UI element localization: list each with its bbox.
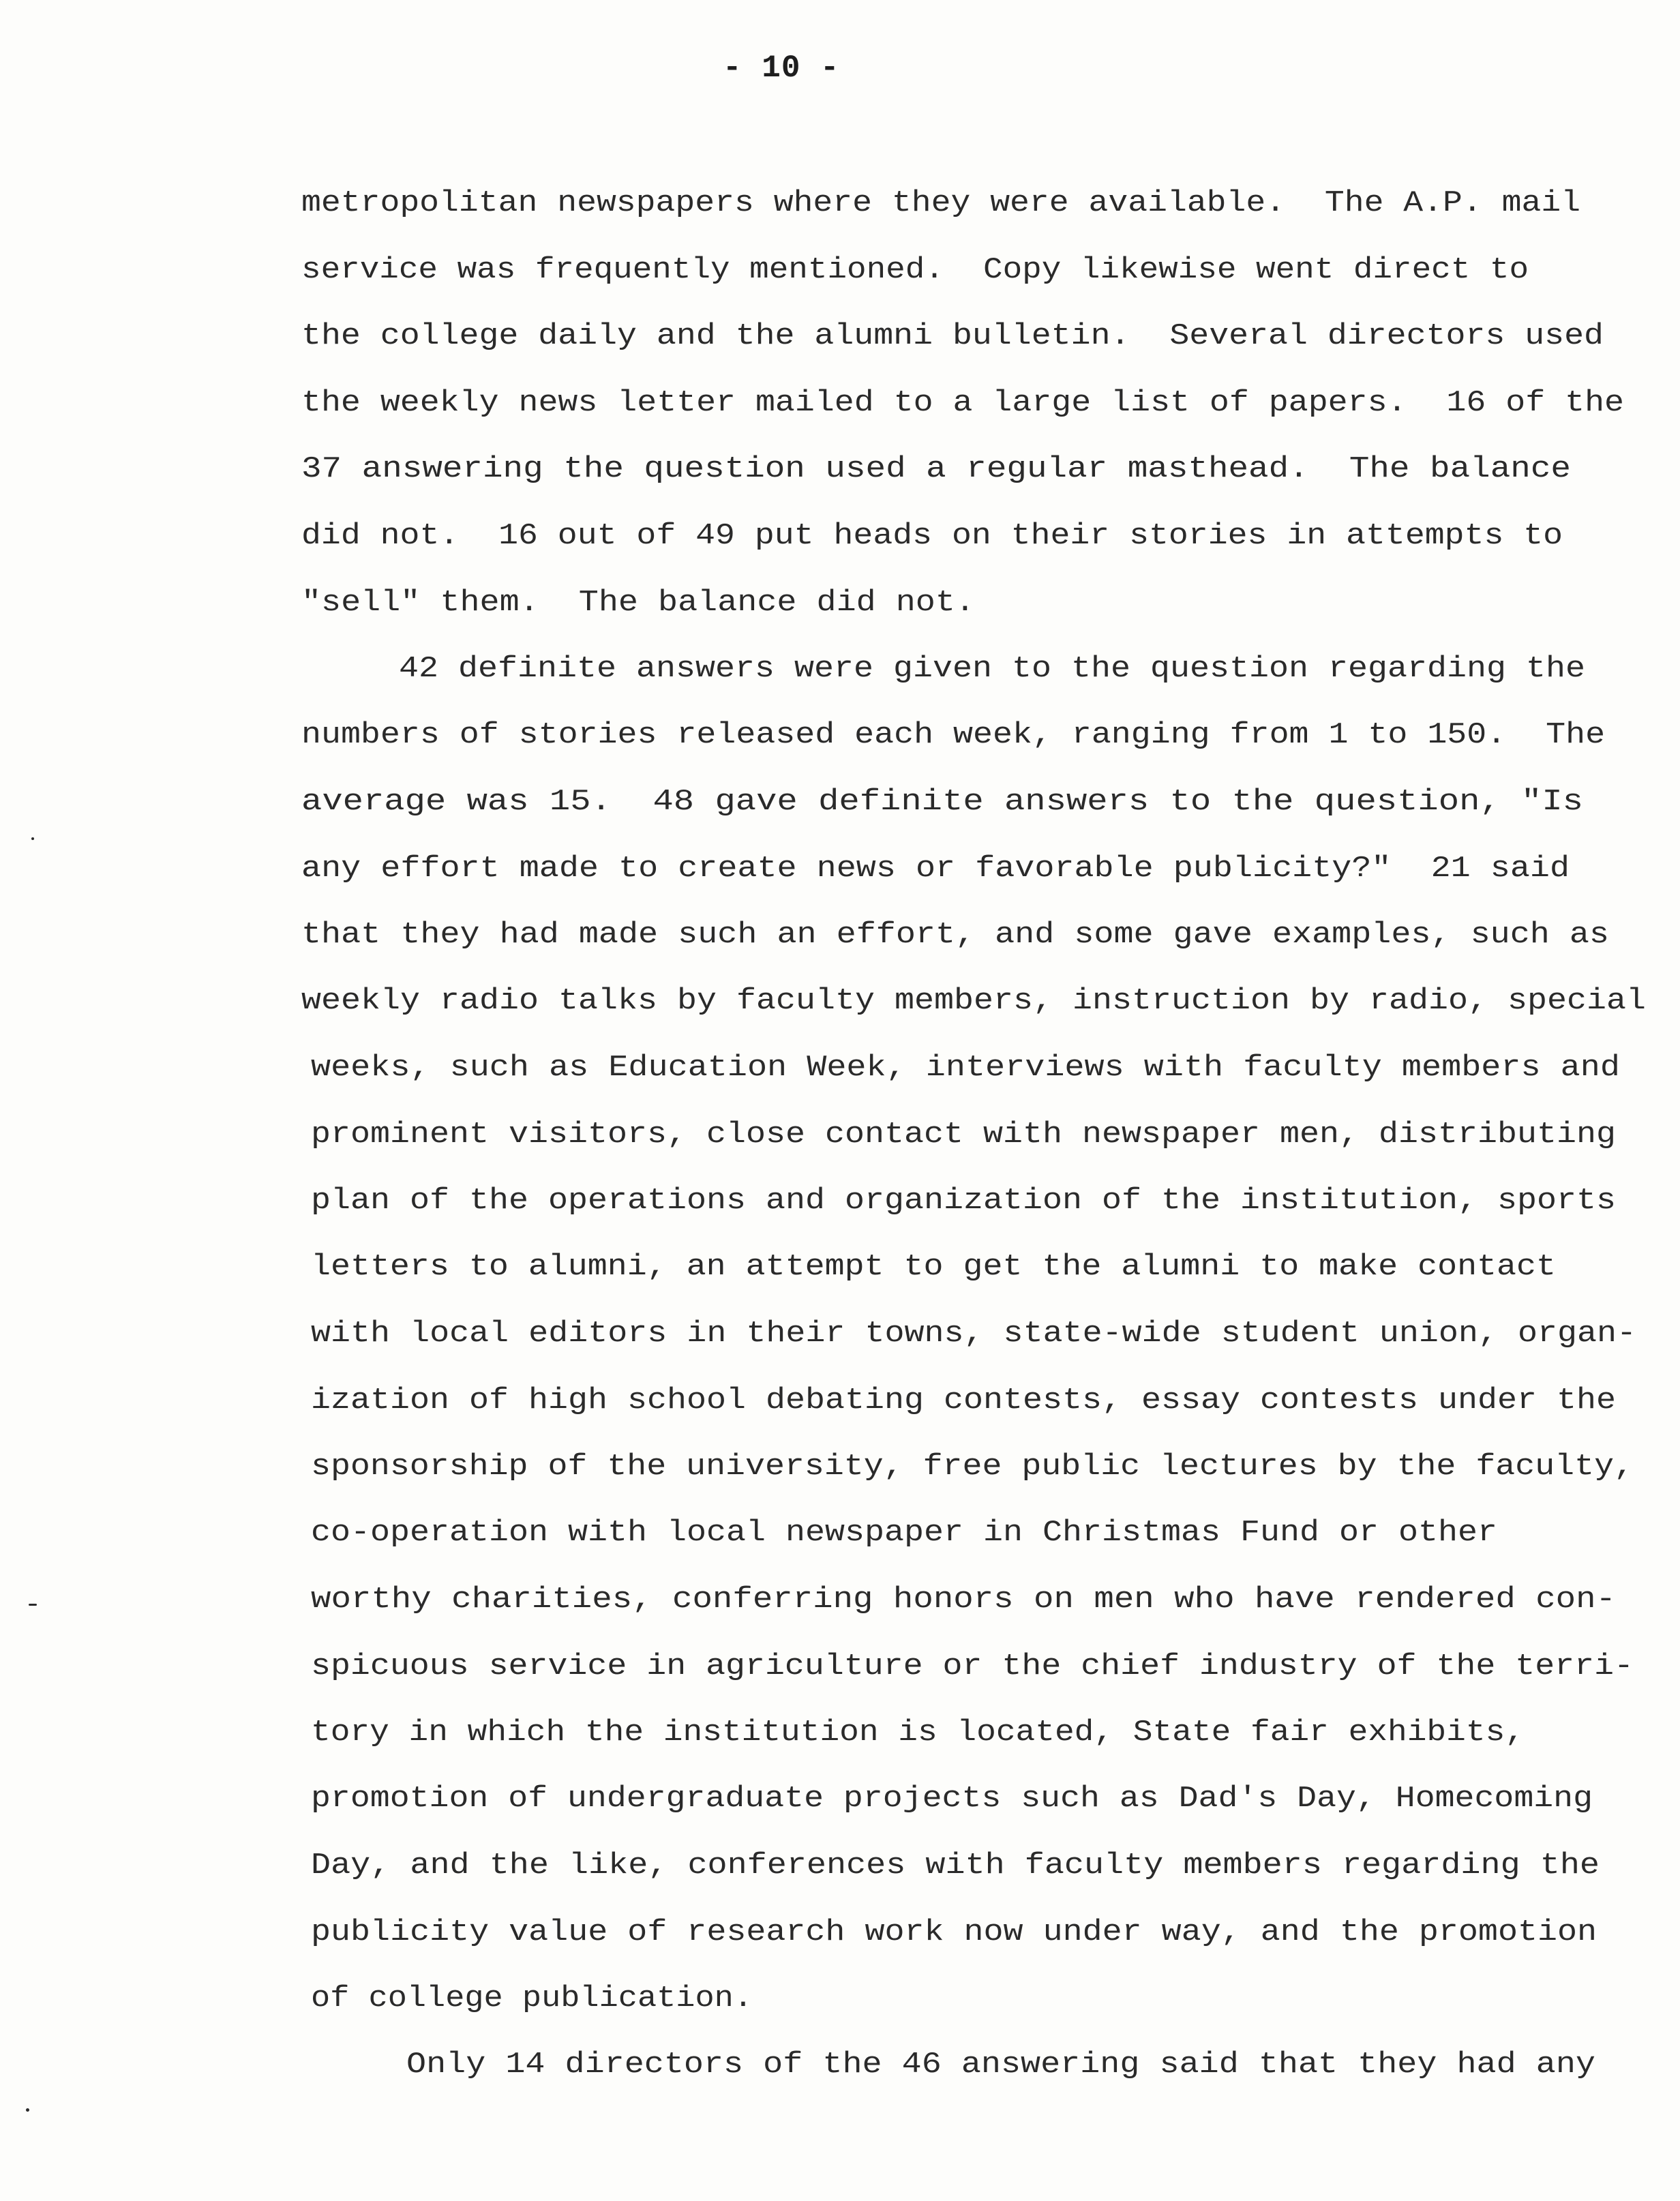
text-line: weeks, such as Education Week, interviews with faculty members and (311, 1051, 1620, 1085)
text-line: co-operation with local newspaper in Christmas Fund or other (311, 1516, 1497, 1550)
text-line: publicity value of research work now under way, and the promotion (311, 1915, 1597, 1949)
margin-speck (26, 2108, 29, 2112)
text-line: any effort made to create news or favorable publicity?" 21 said (301, 852, 1570, 886)
text-line: that they had made such an effort, and some gave examples, such as (301, 918, 1610, 952)
margin-speck (29, 1604, 37, 1606)
text-line: average was 15. 48 gave definite answers to the question, "Is (301, 785, 1584, 819)
text-line: prominent visitors, close contact with newspaper men, distributing (311, 1118, 1616, 1152)
text-line: 42 definite answers were given to the question regarding the (399, 652, 1585, 686)
margin-speck (31, 837, 34, 840)
text-line: sponsorship of the university, free public lectures by the faculty, (311, 1450, 1634, 1484)
text-line: letters to alumni, an attempt to get the alumni to make contact (311, 1250, 1557, 1284)
text-line: Only 14 directors of the 46 answering said that they had any (406, 2048, 1595, 2082)
text-line: the weekly news letter mailed to a large list of papers. 16 of the (301, 386, 1624, 420)
text-line: tory in which the institution is located, State fair exhibits, (311, 1716, 1525, 1750)
text-line: did not. 16 out of 49 put heads on their stories in attempts to (301, 519, 1563, 553)
text-line: ization of high school debating contests, essay contests under the (311, 1383, 1616, 1418)
text-line: metropolitan newspapers where they were available. The A.P. mail (301, 186, 1581, 220)
page-number: - 10 - (723, 50, 840, 86)
text-line: with local editors in their towns, state-wide student union, organ- (311, 1317, 1637, 1351)
text-line: Day, and the like, conferences with faculty members regarding the (311, 1848, 1600, 1883)
text-line: weekly radio talks by faculty members, instruction by radio, special (301, 984, 1646, 1018)
text-line: "sell" them. The balance did not. (301, 586, 975, 620)
text-line: plan of the operations and organization of the institution, sports (311, 1184, 1616, 1218)
text-line: the college daily and the alumni bulletin. Several directors used (301, 319, 1604, 353)
text-line: worthy charities, conferring honors on men who have rendered con- (311, 1583, 1616, 1617)
text-line: spicuous service in agriculture or the chief industry of the terri- (311, 1649, 1634, 1683)
text-line: service was frequently mentioned. Copy likewise went direct to (301, 253, 1529, 287)
text-line: 37 answering the question used a regular masthead. The balance (301, 452, 1571, 486)
text-line: promotion of undergraduate projects such as Dad's Day, Homecoming (311, 1782, 1593, 1816)
text-line: numbers of stories released each week, ranging from 1 to 150. The (301, 718, 1606, 752)
text-line: of college publication. (311, 1981, 753, 2016)
